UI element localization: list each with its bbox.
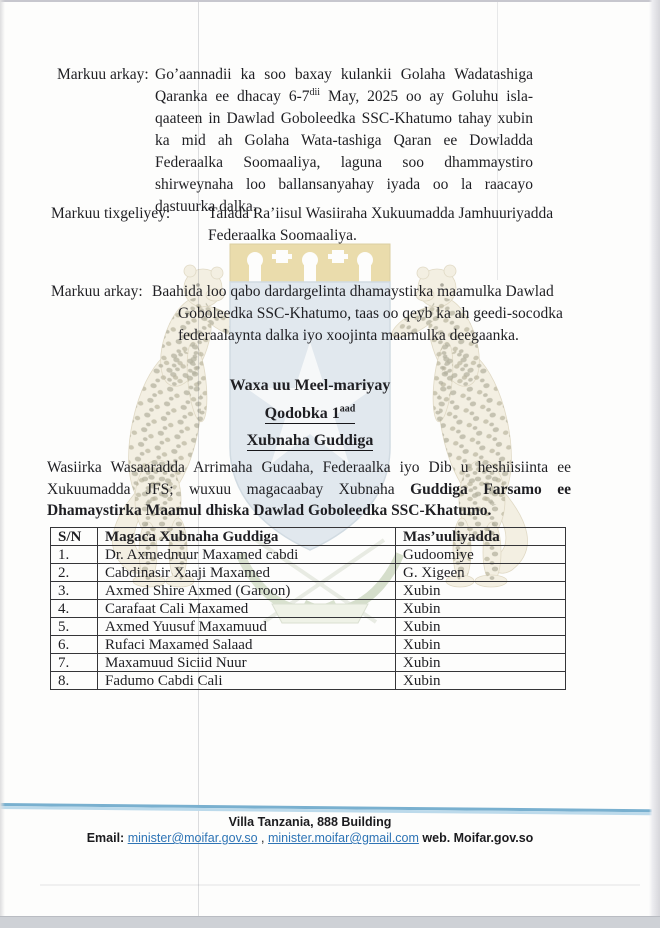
table-row	[51, 564, 566, 582]
table-row	[51, 600, 566, 618]
clause-markuu-arkay-2	[51, 281, 573, 347]
cell-role: Xubin	[396, 654, 566, 672]
table-row	[51, 582, 566, 600]
footer-email-line: Email: minister@moifar.gov.so , minister.moifar@gmail.com web. Moifar.gov.so	[86, 831, 534, 845]
cell-sn: 8.	[51, 672, 98, 690]
cell-role: G. Xigeen	[396, 564, 566, 582]
clause-label: Markuu tixgeliyey:	[51, 205, 171, 222]
clause-label: Markuu arkay:	[57, 66, 149, 83]
cell-name: Axmed Shire Axmed (Garoon)	[98, 582, 396, 600]
scan-smudge	[40, 884, 640, 886]
cell-role: Xubin	[396, 618, 566, 636]
committee-members-table	[50, 527, 566, 690]
table-row	[51, 636, 566, 654]
superscript-aad: aad	[339, 403, 356, 415]
heading-committee-members: Xubnaha Guddiga	[246, 432, 374, 449]
clause-text: Talada Ra’iisul Wasiiraha Xukuumadda Jamhuuriyadda Federaalka Soomaaliya.	[208, 205, 554, 244]
email-label: Email:	[86, 831, 125, 845]
page-edge-bottom	[0, 916, 660, 928]
cell-role: Xubin	[396, 600, 566, 618]
cell-sn: 7.	[51, 654, 98, 672]
footer-address: Villa Tanzania, 888 Building	[228, 815, 392, 829]
email-link-moifar[interactable]: minister@moifar.gov.so	[127, 831, 258, 845]
table-header-row	[51, 528, 566, 546]
clause-markuu-arkay-1	[57, 64, 533, 218]
cell-name: Fadumo Cabdi Cali	[98, 672, 396, 690]
cell-role: Xubin	[396, 672, 566, 690]
cell-sn: 4.	[51, 600, 98, 618]
appointment-bold-segment: Guddiga Farsamo ee Dhamaystirka Maamul dhiska Dawlad Goboleedka SSC-Khatumo.	[47, 480, 571, 519]
superscript-dii: dii	[309, 86, 321, 98]
cell-name: Dr. Axmednuur Maxamed cabdi	[98, 546, 396, 564]
cell-sn: 1.	[51, 546, 98, 564]
cell-role: Gudoomiye	[396, 546, 566, 564]
page-edge-left	[0, 0, 5, 928]
cell-role: Xubin	[396, 582, 566, 600]
header-sn: S/N	[51, 528, 98, 546]
table-row	[51, 546, 566, 564]
clause-text: Baahida loo qabo dardargelinta dhamaystirka maamulka Dawlad Goboleedka SSC-Khatumo, taas oo qeyb ka ah geedi-socodka federaalaynta dalka iyo xoojinta maamulka deegaanka.	[152, 283, 563, 344]
footer-web: web. Moifar.gov.so	[422, 831, 534, 845]
clause-text: Go’aannadii ka soo baxay kulankii Golaha Wadatashiga Qaranka ee dhacay $6-7^{dii}$ May, 2025 oo ay Goluhu isla-qaateen in Dawlad Goboleedka SSC-Khatumo tahay xubin ka mid ah Golaha Wata-tashiga Qaran ee Dowladda Federaalka Soomaaliya, laguna soo dhammaystiro shirweynaha loo ballansanyahay iyada oo la raacayo dastuurka dalka.	[155, 66, 533, 215]
cell-name: Rufaci Maxamed Salaad	[98, 636, 396, 654]
cell-sn: 3.	[51, 582, 98, 600]
cell-role: Xubin	[396, 636, 566, 654]
cell-name: Maxamuud Siciid Nuur	[98, 654, 396, 672]
cell-sn: 2.	[51, 564, 98, 582]
clause-label: Markuu arkay:	[51, 283, 143, 300]
cell-name: Axmed Yuusuf Maxamuud	[98, 618, 396, 636]
appointment-paragraph: Wasiirka Wasaaradda Arrimaha Gudaha, Federaalka iyo Dib u heshiisiinta ee Xukuumadda JFS; wuxuu magacaabay Xubnaha Guddiga Farsamo ee Dhamaystirka Maamul dhiska Dawlad Goboleedka SSC-Khatumo.	[47, 459, 571, 519]
table-row	[51, 654, 566, 672]
cell-name: Carafaat Cali Maxamed	[98, 600, 396, 618]
header-name: Magaca Xubnaha Guddiga	[98, 528, 396, 546]
page-edge-right	[649, 0, 660, 928]
table-row	[51, 618, 566, 636]
heading-article-1: Qodobka $1^{aad}$	[264, 403, 356, 422]
footer-divider	[0, 803, 660, 815]
table-row	[51, 672, 566, 690]
clause-markuu-tixgeliyey	[51, 203, 571, 247]
heading-enacted: Waxa uu Meel-mariyay	[229, 377, 391, 394]
cell-name: Cabdinasir Xaaji Maxamed	[98, 564, 396, 582]
email-link-gmail[interactable]: minister.moifar@gmail.com	[267, 831, 419, 845]
page-edge-top	[0, 0, 660, 2]
header-role: Mas’uuliyadda	[396, 528, 566, 546]
cell-sn: 5.	[51, 618, 98, 636]
cell-sn: 6.	[51, 636, 98, 654]
footer	[0, 815, 620, 845]
